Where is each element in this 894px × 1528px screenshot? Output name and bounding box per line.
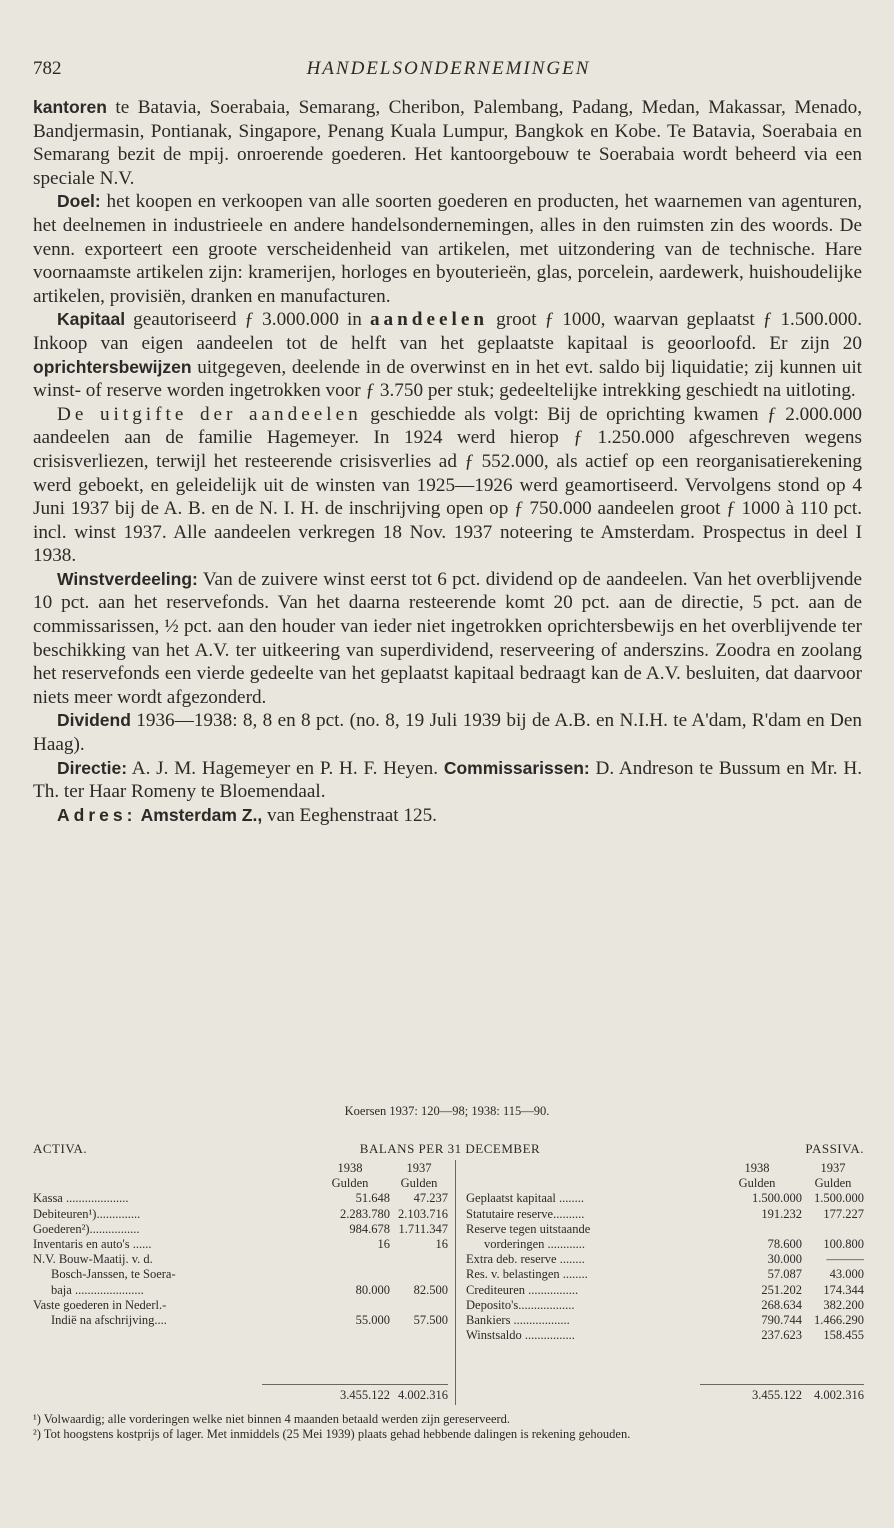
activa-totals	[33, 1388, 448, 1403]
balance-value-1937: 177.227	[823, 1206, 864, 1221]
balance-value-1938: 78.600	[767, 1237, 802, 1252]
balance-title: BALANS PER 31 DECEMBER	[359, 1141, 541, 1156]
paragraph-text: uitgegeven, deelende in de overwinst en in het evt. saldo bij liquidatie; zij kunnen uit winst- of reserve worden ingetrokken voor ƒ 3.750 per stuk; gedeeltelijke intrekking geschiedt na uitloting.	[33, 356, 862, 402]
passiva-heading: PASSIVA.	[805, 1141, 864, 1156]
balance-row-label: Res. v. belastingen ........	[466, 1267, 588, 1282]
balance-value-1937: 57.500	[413, 1313, 448, 1328]
paragraph-text: D. Andreson te Bussum en Mr. H. Th. ter Haar Romeny te Bloemendaal.	[33, 757, 862, 803]
passiva-total-1937: 4.002.316	[814, 1388, 864, 1402]
balance-row	[33, 1313, 448, 1328]
paragraph-text: 1936—1938: 8, 8 en 8 pct. (no. 8, 19 Juli 1939 bij de A.B. en N.I.H. te A'dam, R'dam en Den Haag).	[33, 710, 862, 756]
balance-row-label: Indië na afschrijving....	[51, 1313, 167, 1328]
paragraph-directie	[33, 757, 862, 804]
keyword-kapitaal: Kapitaal	[57, 309, 126, 330]
activa-total-rule	[262, 1384, 448, 1385]
running-title: HANDELSONDERNEMINGEN	[306, 58, 591, 79]
activa-year-header	[33, 1161, 448, 1176]
paragraph-text: geschiedde als volgt: Bij de oprichting kwamen ƒ 2.000.000 aandeelen aan de familie Hagemeyer. In 1924 werd hierop ƒ 1.250.000 afgeschreven wegens crisisverliezen, terwijl het resteerende crisisverlies ad ƒ 552.000, als actief op een reorganisatierekening werd geboekt, en geleidelijk uit de winsten van 1925—1926 werd geamortiseerd. Vervolgens stond op 4 Juni 1937 bij de A. B. en de N. I. H. de inschrijving open op ƒ 750.000 aandeelen groot ƒ 1000 à 110 pct. incl. winst 1937. Alle aandeelen verkregen 18 Nov. 1937 noteering te Amsterdam. Prospectus in deel I 1938.	[33, 403, 863, 567]
balance-row	[33, 1298, 448, 1313]
unit-label: Gulden	[738, 1176, 776, 1191]
balance-value-1938: 251.202	[761, 1282, 802, 1297]
balance-row-label: Goederen²)................	[33, 1221, 140, 1236]
paragraph-text: geautoriseerd ƒ 3.000.000 in	[125, 309, 370, 331]
keyword-doel: Doel:	[57, 191, 101, 212]
activa-rows	[33, 1191, 448, 1328]
balance-row-label: Extra deb. reserve ........	[466, 1252, 585, 1267]
paragraph-text: te Batavia, Soerabaia, Semarang, Cheribon, Palembang, Padang, Medan, Makassar, Menado, Bandjermasin, Pontianak, Singapore, Penang Kuala Lumpur, Bangkok en Kobe. Te Batavia, Soerabaia en Semarang bezit de mpij. onroerende goederen. Het kantoorgebouw te Soerabaia wordt beheerd via een speciale N.V.	[33, 97, 862, 189]
balance-row	[33, 1237, 448, 1252]
balance-value-1937: 1.466.290	[814, 1313, 864, 1328]
balance-value-1938: 2.283.780	[340, 1206, 390, 1221]
balance-value-1937: 174.344	[823, 1282, 864, 1297]
passiva-total-1938: 3.455.122	[752, 1388, 802, 1402]
balance-row	[466, 1283, 864, 1298]
koersen-line: Koersen 1937: 120—98; 1938: 115—90.	[344, 1104, 550, 1118]
balance-value-1937: 100.800	[823, 1237, 864, 1252]
balance-divider	[455, 1160, 456, 1405]
balance-value-1937: 82.500	[413, 1282, 448, 1297]
paragraph-text: Van de zuivere winst eerst tot 6 pct. dividend op de aandeelen. Van het overblijvende 10 pct. aan het reservefonds. Van het daarna resteerende komt 20 pct. aan de directie, 5 pct. aan de commissarissen, ½ pct. aan den houder van ieder niet ingetrokken oprichtersbewijs en het overblijvende ter beschikking van het A.V. ter uitkeering van superdividend, reserveering of anderszins. Zoodra en zoolang het reservefonds een vierde gedeelte van het geplaatst kapitaal bedraagt kan de A.V. besluiten, dat daarvoor niets meer wordt afgezonderd.	[33, 568, 862, 708]
paragraph-doel	[33, 190, 862, 308]
balance-row	[33, 1222, 448, 1237]
balance-value-1938: 16	[377, 1237, 390, 1252]
balance-value-1937: 1.500.000	[814, 1191, 864, 1206]
balance-value-1938: 30.000	[767, 1252, 802, 1267]
balance-value-1938: 984.678	[349, 1221, 390, 1236]
unit-label: Gulden	[331, 1176, 369, 1191]
activa-unit-header	[33, 1176, 448, 1191]
balance-row-label: baja ......................	[51, 1282, 144, 1297]
balance-value-1938: 191.232	[761, 1206, 802, 1221]
paragraph-dividend	[33, 709, 862, 756]
balance-value-1937: ———	[826, 1252, 864, 1267]
balance-row	[33, 1207, 448, 1222]
balance-row-label: Reserve tegen uitstaande	[466, 1221, 591, 1236]
activa-total-1937: 4.002.316	[398, 1388, 448, 1402]
balance-row	[466, 1267, 864, 1282]
year-1937: 1937	[406, 1161, 432, 1175]
balance-row	[466, 1191, 864, 1206]
balance-row	[33, 1267, 448, 1282]
paragraph-kantoren	[33, 96, 862, 190]
body-text	[33, 96, 862, 827]
balance-value-1938: 1.500.000	[752, 1191, 802, 1206]
activa-table	[33, 1161, 448, 1328]
balance-row	[33, 1283, 448, 1298]
paragraph-text: groot ƒ 1000, waarvan geplaatst ƒ 1.500.000. Inkoop van eigen aandeelen tot de helft van het geplaatste kapitaal is geoorloofd. Er zijn 20	[33, 309, 862, 354]
balance-value-1937: 2.103.716	[398, 1206, 448, 1221]
paragraph-adres	[33, 804, 862, 828]
activa-heading: ACTIVA.	[33, 1141, 88, 1156]
balance-row	[466, 1207, 864, 1222]
year-1937: 1937	[820, 1161, 846, 1175]
keyword-dividend: Dividend	[57, 710, 131, 731]
keyword-amsterdam: Amsterdam Z.,	[136, 804, 263, 825]
paragraph-winstverdeeling	[33, 568, 862, 710]
unit-label: Gulden	[400, 1176, 438, 1191]
paragraph-text: A. J. M. Hagemeyer en P. H. F. Heyen.	[127, 757, 444, 779]
balance-row-label: vorderingen ............	[484, 1237, 586, 1252]
passiva-rows	[466, 1191, 864, 1343]
balance-row-label: Bankiers ..................	[466, 1313, 570, 1328]
balance-value-1937: 43.000	[829, 1267, 864, 1282]
passiva-table	[466, 1161, 864, 1343]
passiva-total-rule	[700, 1384, 864, 1385]
passiva-year-header	[466, 1161, 864, 1176]
balance-row	[466, 1313, 864, 1328]
balance-value-1937: 47.237	[413, 1191, 448, 1206]
page-header	[33, 58, 864, 88]
balance-value-1937: 1.711.347	[398, 1221, 448, 1236]
paragraph-text: het koopen en verkoopen van alle soorten goederen en producten, het waarnemen van agenturen, het deelnemen in industrieele en andere handelsondernemingen, alles in den ruimsten zin des woords. De venn. exporteert een groote verscheidenheid van artikelen, met uitzondering van de technische. Hare voornaamste artikelen zijn: kramerijen, horloges en byouterieën, glas, porcelein, aardewerk, huishoudelijke artikelen, provisiën, dranken en manufacturen.	[33, 191, 862, 307]
paragraph-uitgifte	[33, 403, 862, 568]
balance-value-1937: 382.200	[823, 1297, 864, 1312]
year-1938: 1938	[744, 1161, 770, 1175]
spaced-uitgifte: De uitgifte der aandeelen	[57, 403, 362, 425]
balance-value-1938: 80.000	[355, 1282, 390, 1297]
keyword-adres: Adres:	[57, 804, 137, 825]
activa-total-1938: 3.455.122	[340, 1388, 390, 1402]
balance-row-label: Bosch-Janssen, te Soera-	[51, 1267, 176, 1282]
balance-row-label: N.V. Bouw-Maatij. v. d.	[33, 1252, 153, 1267]
balance-row-label: Debiteuren¹)..............	[33, 1206, 141, 1221]
passiva-unit-header	[466, 1176, 864, 1191]
balance-row	[466, 1328, 864, 1343]
balance-row	[466, 1252, 864, 1267]
balance-row-label: Vaste goederen in Nederl.-	[33, 1297, 167, 1312]
balance-row-label: Kassa ....................	[33, 1191, 129, 1206]
unit-label: Gulden	[814, 1176, 852, 1191]
balance-row	[33, 1191, 448, 1206]
balance-row	[466, 1298, 864, 1313]
keyword-winstverdeeling: Winstverdeeling:	[57, 568, 198, 589]
balance-value-1938: 57.087	[767, 1267, 802, 1282]
balance-row-label: Statutaire reserve..........	[466, 1206, 585, 1221]
balance-row	[466, 1237, 864, 1252]
balance-row-label: Geplaatst kapitaal ........	[466, 1191, 585, 1206]
keyword-kantoren: kantoren	[33, 97, 107, 117]
balance-value-1938: 51.648	[355, 1191, 390, 1206]
paragraph-text: van Eeghenstraat 125.	[262, 804, 437, 826]
paragraph-kapitaal	[33, 308, 862, 402]
keyword-commissarissen: Commissarissen:	[443, 757, 590, 778]
balance-row-label: Inventaris en auto's ......	[33, 1237, 152, 1252]
balance-value-1938: 268.634	[761, 1297, 802, 1312]
balance-row-label: Crediteuren ................	[466, 1282, 579, 1297]
balance-row-label: Winstsaldo ................	[466, 1328, 575, 1343]
spaced-aandeelen: aandeelen	[369, 309, 489, 331]
balance-row	[33, 1252, 448, 1267]
year-1938: 1938	[337, 1161, 363, 1175]
balance-row	[466, 1222, 864, 1237]
balance-value-1938: 237.623	[761, 1328, 802, 1343]
footnote-1: ¹) Volwaardig; alle vorderingen welke niet binnen 4 maanden betaald werden zijn gereserveerd.	[33, 1412, 511, 1426]
balance-value-1938: 790.744	[761, 1313, 802, 1328]
passiva-totals	[466, 1388, 864, 1403]
balance-value-1937: 16	[435, 1237, 448, 1252]
footnote-2: ²) Tot hoogstens kostprijs of lager. Met inmiddels (25 Mei 1939) plaats gehad hebbende dalingen is rekening gehouden.	[33, 1426, 631, 1441]
balance-value-1938: 55.000	[355, 1313, 390, 1328]
keyword-oprichtersbewijzen: oprichtersbewijzen	[33, 356, 192, 377]
footnotes	[33, 1412, 862, 1441]
balance-row-label: Deposito's..................	[466, 1297, 575, 1312]
keyword-directie: Directie:	[57, 757, 128, 778]
page-number: 782	[33, 58, 62, 79]
balance-value-1937: 158.455	[823, 1328, 864, 1343]
